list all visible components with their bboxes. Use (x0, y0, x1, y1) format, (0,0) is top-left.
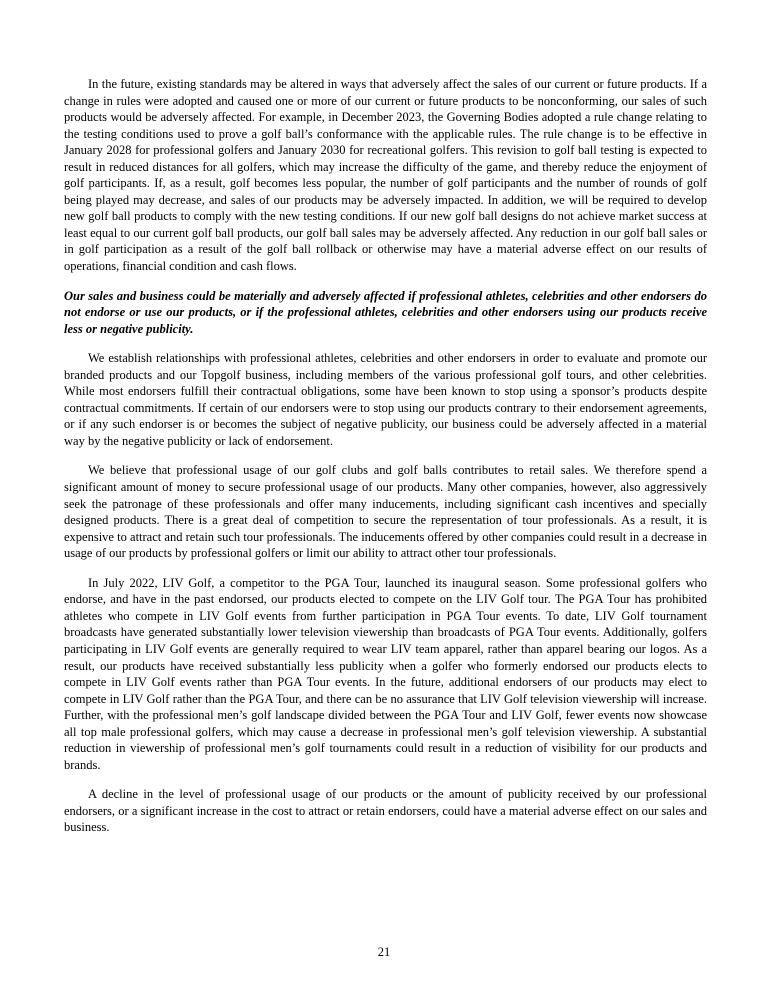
document-body (64, 76, 707, 836)
paragraph-professional-usage: We believe that professional usage of our golf clubs and golf balls contributes to retail sales. We therefore spend a significant amount of money to secure professional usage of our products. Many other companies, however, also aggressively seek the patronage of these professionals and offer many inducements, including significant cash incentives and specially designed products. There is a great deal of competition to secure the representation of tour professionals. As a result, it is expensive to attract and retain such tour professionals. The inducements offered by other companies could result in a decrease in usage of our products by professional golfers or limit our ability to attract other tour professionals. (64, 463, 707, 561)
page-number: 21 (377, 945, 391, 959)
paragraph-liv-golf: In July 2022, LIV Golf, a competitor to the PGA Tour, launched its inaugural season. Some professional golfers who endorse, and have in the past endorsed, our products elected to compete on the LIV Golf tour. The PGA Tour has prohibited athletes who compete in LIV Golf events from further participation in PGA Tour events. To date, LIV Golf tournament broadcasts have generated substantially lower television viewership than broadcasts of PGA Tour events. Additionally, golfers participating in LIV Golf events are generally required to wear LIV team apparel, rather than apparel bearing our logos. As a result, our products have received substantially less publicity when a golfer who formerly endorsed our products elects to compete in LIV Golf events rather than PGA Tour events. In the future, additional endorsers of our products may elect to compete in LIV Golf rather than the PGA Tour, and there can be no assurance that LIV Golf television viewership will increase. Further, with the professional men’s golf landscape divided between the PGA Tour and LIV Golf, fewer events now showcase all top male professional golfers, which may cause a decrease in professional men’s golf television viewership. A substantial reduction in viewership of professional men’s golf tournaments could result in a reduction of visibility for our products and brands. (64, 575, 707, 772)
paragraph-decline-conclusion: A decline in the level of professional usage of our products or the amount of publicity received by our professional endorsers, or a significant increase in the cost to attract or retain endorsers, could have a material adverse effect on our sales and business. (64, 787, 707, 835)
paragraph-rule-change-risk: In the future, existing standards may be altered in ways that adversely affect the sales of our current or future products. If a change in rules were adopted and caused one or more of our current or future products to be nonconforming, our sales of such products would be adversely affected. For example, in December 2023, the Governing Bodies adopted a rule change relating to the testing conditions used to prove a golf ball’s conformance with the applicable rules. The rule change is to be effective in January 2028 for professional golfers and January 2030 for recreational golfers. This revision to golf ball testing is expected to result in reduced distances for all golfers, which may increase the difficulty of the game, and thereby reduce the enjoyment of golf participants. If, as a result, golf becomes less popular, the number of golf participants and the number of rounds of golf being played may decrease, and sales of our products may be adversely impacted. In addition, we will be required to develop new golf ball products to comply with the new testing conditions. If our new golf ball designs do not achieve market success at least equal to our current golf ball products, our golf ball sales may be adversely affected. Any reduction in our golf ball sales or in golf participation as a result of the golf ball rollback or otherwise may have a material adverse effect on our results of operations, financial condition and cash flows. (64, 77, 707, 274)
paragraph-endorser-relationships: We establish relationships with professional athletes, celebrities and other endorsers in order to evaluate and promote our branded products and our Topgolf business, including members of the various professional golf tours, and other celebrities. While most endorsers fulfill their contractual obligations, some have been known to stop using a sponsor’s products despite contractual commitments. If certain of our endorsers were to stop using our products contrary to their endorsement agreements, or if any such endorser is or becomes the subject of negative publicity, our business could be adversely affected in a material way by the negative publicity or lack of endorsement. (64, 351, 707, 448)
risk-factor-heading-endorsers: Our sales and business could be materially and adversely affected if professional athletes, celebrities and other endorsers do not endorse or use our products, or if the professional athletes, celebrities and other endorsers using our products receive less or negative publicity. (64, 288, 707, 336)
